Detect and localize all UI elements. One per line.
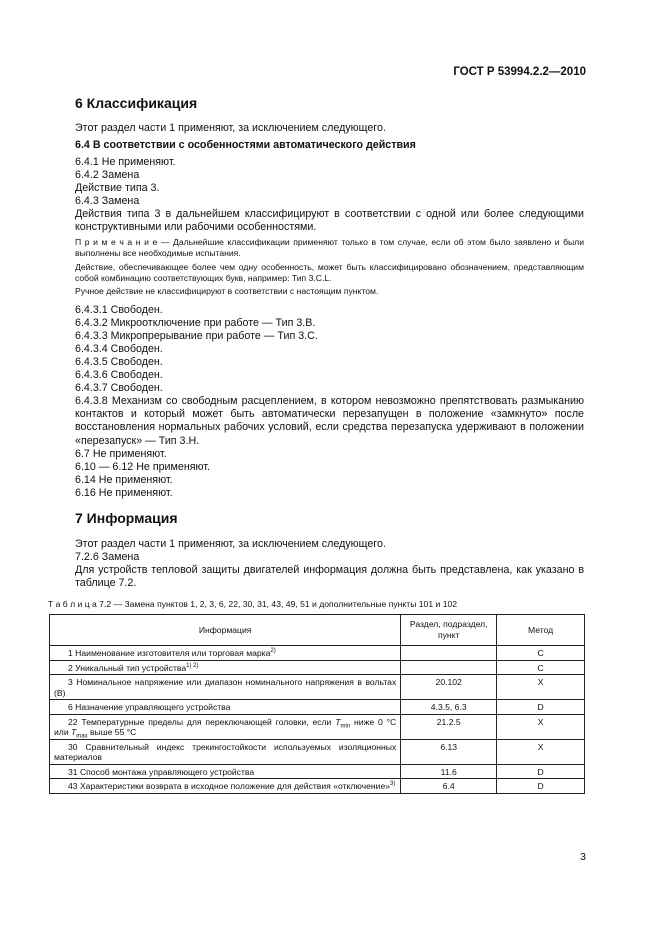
- clause-6-7: 6.7 Не применяют.: [75, 448, 167, 460]
- clause-6-16: 6.16 Не применяют.: [75, 487, 173, 499]
- subsection-6-4-title: 6.4 В соответствии с особенностями автоматического действия: [75, 139, 416, 151]
- table-header-row: [50, 615, 585, 646]
- row-method: X: [497, 714, 585, 739]
- table-row: [50, 714, 585, 739]
- table-caption: Т а б л и ц а 7.2 — Замена пунктов 1, 2, 3, 6, 22, 30, 31, 43, 49, 51 и дополнительные пункты 101 и 102: [48, 599, 458, 609]
- row-section: [401, 646, 497, 661]
- section-6-title: 6 Классификация: [75, 95, 198, 111]
- clause-6-4-2: 6.4.2 Замена: [75, 169, 140, 181]
- row-info: 2 Уникальный тип устройства$^{1) 2)}$: [50, 660, 401, 675]
- table-7-2: [49, 614, 585, 794]
- header-section: Раздел, подраздел, пункт: [401, 615, 497, 646]
- clause-6-4-3-text: Действия типа 3 в дальнейшем классифицируют в соответствии с одной или более следующими конструктивными или рабочими особенностями.: [75, 208, 584, 234]
- row-section: 21.2.5: [401, 714, 497, 739]
- clause-6-4-3-3: 6.4.3.3 Микропрерывание при работе — Тип 3.С.: [75, 330, 318, 342]
- table-row: [50, 779, 585, 794]
- row-info: 6 Назначение управляющего устройства: [50, 700, 401, 715]
- row-info: 3 Номинальное напряжение или диапазон номинального напряжения в вольтах (В): [50, 675, 401, 700]
- section-7-intro: Этот раздел части 1 применяют, за исключением следующего.: [75, 538, 386, 550]
- clause-7-2-6-text: Для устройств тепловой защиты двигателей информация должна быть представлена, как указано в таблице 7.2.: [75, 564, 584, 590]
- note-1: П р и м е ч а н и е — Дальнейшие классификации применяют только в том случае, если об этом было заявлено и были выполнены все необходимые испытания.: [75, 237, 584, 259]
- row-section: 11.6: [401, 764, 497, 779]
- clause-6-10-6-12: 6.10 — 6.12 Не применяют.: [75, 461, 210, 473]
- table-row: [50, 660, 585, 675]
- row-section: 6.13: [401, 739, 497, 764]
- clause-6-4-3-6: 6.4.3.6 Свободен.: [75, 369, 163, 381]
- table-row: [50, 700, 585, 715]
- page-number: 3: [580, 851, 586, 863]
- row-info: 43 Характеристики возврата в исходное положение для действия «отключение»$^{3)}$: [50, 779, 401, 794]
- row-method: D: [497, 779, 585, 794]
- footnote-ref: 2): [270, 648, 276, 655]
- footnote-ref: 3): [390, 781, 396, 788]
- note-2: Действие, обеспечивающее более чем одну особенность, может быть классифицировано обозначением, представляющим собой комбинацию соответствующих букв, например: Тип 3.С.L.: [75, 262, 584, 284]
- clause-6-4-3-7: 6.4.3.7 Свободен.: [75, 382, 163, 394]
- row-section: 20.102: [401, 675, 497, 700]
- clause-6-4-1: 6.4.1 Не применяют.: [75, 156, 176, 168]
- header-info: Информация: [50, 615, 401, 646]
- row-section: 4.3.5, 6.3: [401, 700, 497, 715]
- row-info: 1 Наименование изготовителя или торговая марка$^{2)}$: [50, 646, 401, 661]
- clause-6-4-3-8: 6.4.3.8 Механизм со свободным расцеплением, в котором невозможно препятствовать размыканию контактов и который может быть автоматически перезапущен в положение «замкнуто» после восстановления нормальных рабочих условий, если средства перезапуска удерживают в положении «перезапуск» — Тип 3.Н.: [75, 395, 584, 447]
- row-method: X: [497, 675, 585, 700]
- row-section: [401, 660, 497, 675]
- clause-6-4-3-1: 6.4.3.1 Свободен.: [75, 304, 163, 316]
- document-header: ГОСТ Р 53994.2.2—2010: [453, 66, 586, 78]
- table-row: [50, 764, 585, 779]
- section-7-title: 7 Информация: [75, 510, 178, 526]
- clause-6-4-3-2: 6.4.3.2 Микроотключение при работе — Тип 3.В.: [75, 317, 316, 329]
- row-section: 6.4: [401, 779, 497, 794]
- section-6-intro: Этот раздел части 1 применяют, за исключением следующего.: [75, 122, 386, 134]
- clause-6-4-2-text: Действие типа 3.: [75, 182, 160, 194]
- row-method: С: [497, 646, 585, 661]
- row-info: 22 Температурные пределы для переключающей головки, если $T_{min}$ ниже 0 °С или $T_{max}$ выше 55 °С: [50, 714, 401, 739]
- footnote-ref: 1) 2): [186, 662, 199, 669]
- row-method: X: [497, 739, 585, 764]
- row-info: 31 Способ монтажа управляющего устройства: [50, 764, 401, 779]
- clause-6-14: 6.14 Не применяют.: [75, 474, 173, 486]
- table-row: [50, 646, 585, 661]
- row-method: D: [497, 764, 585, 779]
- clause-7-2-6: 7.2.6 Замена: [75, 551, 140, 563]
- table-row: [50, 739, 585, 764]
- header-method: Метод: [497, 615, 585, 646]
- row-info: 30 Сравнительный индекс трекингостойкости используемых изоляционных материалов: [50, 739, 401, 764]
- row-method: С: [497, 660, 585, 675]
- row-method: D: [497, 700, 585, 715]
- clause-6-4-3-5: 6.4.3.5 Свободен.: [75, 356, 163, 368]
- clause-6-4-3-4: 6.4.3.4 Свободен.: [75, 343, 163, 355]
- clause-6-4-3: 6.4.3 Замена: [75, 195, 140, 207]
- note-3: Ручное действие не классифицируют в соответствии с настоящим пунктом.: [75, 286, 379, 296]
- table-row: [50, 675, 585, 700]
